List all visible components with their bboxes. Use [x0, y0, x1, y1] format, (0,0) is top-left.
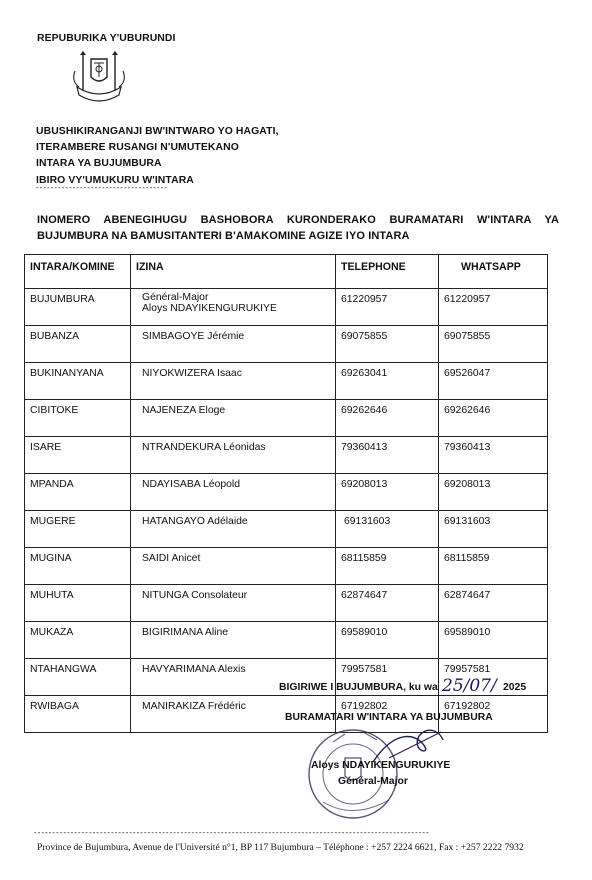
table-row [25, 585, 548, 622]
country-name: REPUBURIKA Y'UBURUNDI [37, 33, 176, 44]
telephone-cell: 69208013 [336, 474, 439, 511]
office-line: IBIRO VY'UMUKURU W'INTARA [36, 174, 194, 186]
table-row [25, 400, 548, 437]
table-row [25, 474, 548, 511]
name-cell: HAVYARIMANA Alexis [131, 659, 336, 696]
name-line-2: Aloys NDAYIKENGURUKIYE [142, 303, 277, 314]
place-cell: BUJUMBURA [25, 289, 131, 326]
place-cell: MUGERE [25, 511, 131, 548]
signed-year: 2025 [503, 682, 527, 693]
place-cell: RWIBAGA [25, 696, 131, 733]
header-separator: ------------------------------------ [36, 183, 168, 192]
table-row [25, 622, 548, 659]
name-cell: NTRANDEKURA Léonidas [131, 437, 336, 474]
official-stamp-and-signature [293, 722, 451, 822]
telephone-cell: 67192802 [336, 696, 439, 733]
telephone-cell: 79957581 [336, 659, 439, 696]
whatsapp-cell: 69208013 [439, 474, 548, 511]
whatsapp-cell: 68115859 [439, 548, 548, 585]
telephone-cell: 69262646 [336, 400, 439, 437]
table-row [25, 289, 548, 326]
whatsapp-cell: 69075855 [439, 326, 548, 363]
column-header-whatsapp: WHATSAPP [439, 255, 548, 289]
whatsapp-cell: 69262646 [439, 400, 548, 437]
telephone-cell: 69589010 [336, 622, 439, 659]
place-cell: MUGINA [25, 548, 131, 585]
column-header-telephone: TELEPHONE [336, 255, 439, 289]
place-cell: BUBANZA [25, 326, 131, 363]
name-cell: SAIDI Anicet [131, 548, 336, 585]
office-block [36, 124, 279, 189]
table-header-row [25, 255, 548, 289]
signer-role: BURAMATARI W'INTARA YA BUJUMBURA [285, 712, 493, 723]
office-line: ITERAMBERE RUSANGI N'UMUTEKANO [36, 142, 239, 154]
footer-address: Province de Bujumbura, Avenue de l'Université n°1, BP 117 Bujumbura – Téléphone : +257 2224 6621, Fax : +257 2222 7932 [37, 842, 524, 853]
telephone-cell: 69131603 [336, 511, 439, 548]
name-cell: NITUNGA Consolateur [131, 585, 336, 622]
coat-of-arms-emblem [69, 51, 129, 103]
name-cell: BIGIRIMANA Aline [131, 622, 336, 659]
signer-name: Aloys NDAYIKENGURUKIYE [311, 760, 451, 771]
table-row [25, 363, 548, 400]
name-cell: MANIRAKIZA Frédéric [131, 696, 336, 733]
name-cell: NDAYISABA Léopold [131, 474, 336, 511]
office-line: INTARA YA BUJUMBURA [36, 158, 162, 170]
whatsapp-cell: 69589010 [439, 622, 548, 659]
telephone-cell: 61220957 [336, 289, 439, 326]
contacts-table [24, 254, 548, 733]
name-cell: HATANGAYO Adélaide [131, 511, 336, 548]
telephone-cell: 69263041 [336, 363, 439, 400]
place-cell: MUKAZA [25, 622, 131, 659]
column-header-name: IZINA [131, 255, 336, 289]
place-cell: NTAHANGWA [25, 659, 131, 696]
telephone-cell: 68115859 [336, 548, 439, 585]
whatsapp-cell: 61220957 [439, 289, 548, 326]
office-line: UBUSHIKIRANGANJI BW'INTWARO YO HAGATI, [36, 126, 279, 137]
telephone-cell: 69075855 [336, 326, 439, 363]
handwritten-date: 25/07/ [442, 676, 497, 696]
column-header-place: INTARA/KOMINE [25, 255, 131, 289]
whatsapp-cell: 69131603 [439, 511, 548, 548]
name-cell: NIYOKWIZERA Isaac [131, 363, 336, 400]
table-row [25, 511, 548, 548]
telephone-cell: 79360413 [336, 437, 439, 474]
place-cell: MUHUTA [25, 585, 131, 622]
place-cell: MPANDA [25, 474, 131, 511]
place-cell: CIBITOKE [25, 400, 131, 437]
place-cell: BUKINANYANA [25, 363, 131, 400]
table-row [25, 326, 548, 363]
telephone-cell: 62874647 [336, 585, 439, 622]
name-line: Général-Major [142, 292, 209, 303]
whatsapp-cell: 79957581 [439, 659, 548, 696]
whatsapp-cell: 67192802 [439, 696, 548, 733]
signer-rank: Général-Major [338, 776, 408, 787]
whatsapp-cell: 69526047 [439, 363, 548, 400]
name-cell: SIMBAGOYE Jérémie [131, 326, 336, 363]
table-row [25, 437, 548, 474]
whatsapp-cell: 79360413 [439, 437, 548, 474]
name-cell: NAJENEZA Eloge [131, 400, 336, 437]
table-row [25, 548, 548, 585]
document-title: INOMERO ABENEGIHUGU BASHOBORA KURONDERAKO BURAMATARI W'INTARA YA BUJUMBURA NA BAMUSITANTERI B'AMAKOMINE AGIZE IYO INTARA [37, 214, 559, 242]
signed-place: BIGIRIWE I BUJUMBURA, ku wa [279, 682, 438, 693]
whatsapp-cell: 62874647 [439, 585, 548, 622]
place-cell: ISARE [25, 437, 131, 474]
name-cell [131, 289, 336, 326]
footer-separator: ------------------------------------------------------------------------------------------------------------ [34, 828, 430, 837]
